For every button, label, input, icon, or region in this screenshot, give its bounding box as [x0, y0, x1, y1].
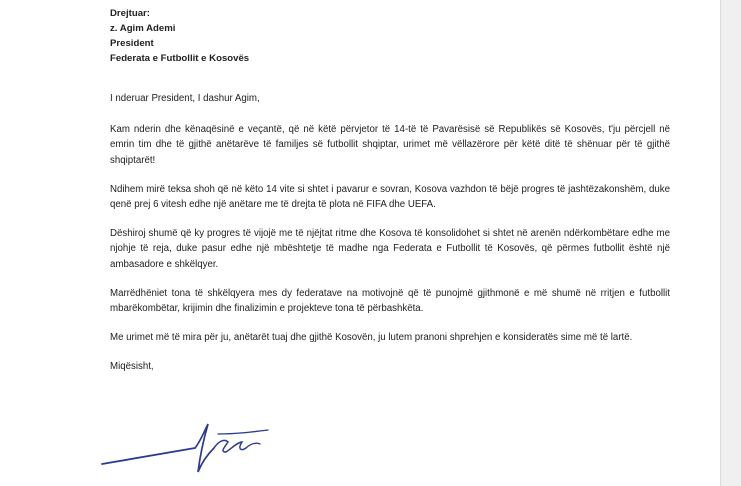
paragraph-1: Kam nderin dhe kënaqësinë e veçantë, që në këtë përvjetor të 14-të të Pavarësisë së Republikës së Kosovës, t'ju përcjell në emrin tim dhe të gjithë anëtarëve të familjes së futbollit shqiptar, urimet më vëllazërore për këtë ditë të shënuar për të gjithë shqiptarët! [110, 124, 670, 166]
paragraph-2: Ndihem mirë teksa shoh që në këto 14 vite si shtet i pavarur e sovran, Kosova vazhdon të bëjë progres të jashtëzakonshëm, duke qenë prej 6 vitesh edhe një anëtare me të drejta të plota në FIFA dhe UEFA. [110, 183, 670, 211]
addressee-label: Drejtuar: [110, 8, 150, 19]
letter-body [110, 91, 670, 374]
addressee-block [110, 6, 670, 66]
addressee-organization: Federata e Futbollit e Kosovës [110, 53, 250, 64]
side-gutter [721, 0, 741, 486]
paragraph-4: Marrëdhëniet tona të shkëlqyera mes dy federatave na motivojnë që të punojmë gjithmonë e më shumë në rritjen e futbollit mbarëkombëtar, krijimin dhe finalizimin e projekteve tona të përbashkëta. [110, 287, 670, 315]
paragraph-3: Dëshiroj shumë që ky progres të vijojë me të njëjtat ritme dhe Kosova të konsolidohet si shtet në arenën ndërkombëtare edhe me njohje të reja, duke pasur edhe një mbështetje të madhe nga Federata e Futbollit të Kosovës, që përmes futbollit është një ambasadore e shkëlqyer. [110, 228, 670, 270]
addressee-title: President [110, 38, 154, 49]
addressee-name: z. Agim Ademi [110, 23, 176, 34]
salutation: I nderuar President, I dashur Agim, [110, 93, 260, 104]
signature [100, 412, 280, 482]
letter-content [110, 6, 670, 374]
closing: Miqësisht, [110, 361, 154, 373]
paragraph-5: Me urimet më të mira për ju, anëtarët tuaj dhe gjithë Kosovën, ju lutem pranoni shprehjen e konsideratës sime më të lartë. [110, 332, 633, 344]
